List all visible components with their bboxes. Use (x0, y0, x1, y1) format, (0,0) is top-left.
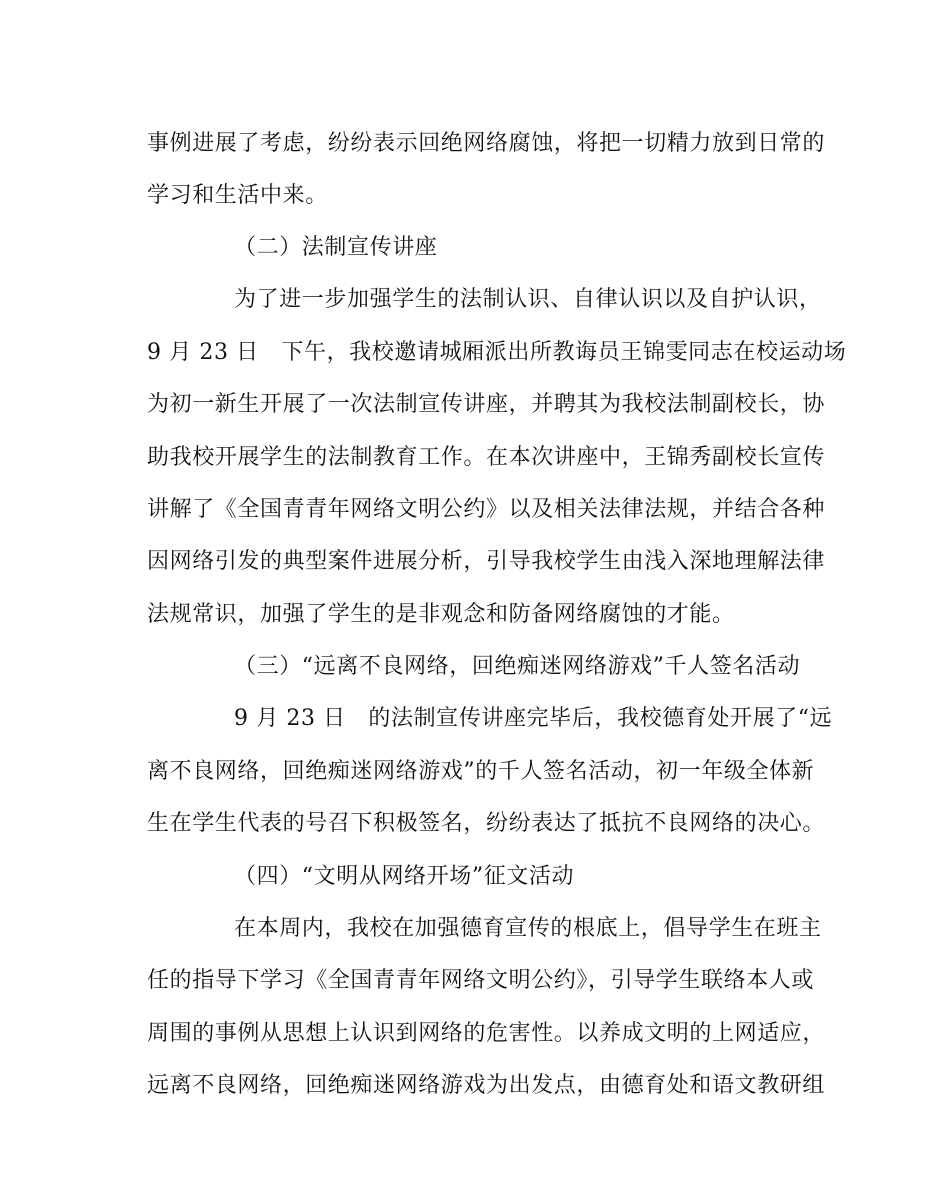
body-line: 学习和生活中来。 (147, 183, 328, 208)
section-heading-3: （三）“远离不良网络，回绝痴迷网络游戏”千人签名活动 (234, 654, 801, 679)
body-line: 9 月 23 日 下午，我校邀请城厢派出所教诲员王锦雯同志在校运动场 (147, 340, 847, 365)
body-line: 因网络引发的典型案件进展分析，引导我校学生由浅入深地理解法律 (147, 549, 826, 574)
body-line: 离不良网络，回绝痴迷网络游戏”的千人签名活动，初一年级全体新 (147, 759, 815, 784)
paragraph-start-line: 在本周内，我校在加强德育宣传的根底上，倡导学生在班主 (234, 916, 822, 941)
body-line: 法规常识，加强了学生的是非观念和防备网络腐蚀的才能。 (147, 602, 735, 627)
paragraph-start-line: 为了进一步加强学生的法制认识、自律认识以及自护认识， (234, 287, 822, 312)
body-line: 生在学生代表的号召下积极签名，纷纷表达了抵抗不良网络的决心。 (147, 811, 826, 836)
body-line: 讲解了《全国青青年网络文明公约》以及相关法律法规，并结合各种 (147, 497, 826, 522)
section-heading-4: （四）“文明从网络开场”征文活动 (234, 864, 575, 889)
body-line: 为初一新生开展了一次法制宣传讲座，并聘其为我校法制副校长，协 (147, 392, 826, 417)
body-line: 任的指导下学习《全国青青年网络文明公约》，引导学生联络本人或 (147, 968, 815, 993)
body-line: 助我校开展学生的法制教育工作。在本次讲座中，王锦秀副校长宣传 (147, 445, 826, 470)
body-line: 周围的事例从思想上认识到网络的危害性。以养成文明的上网适应， (147, 1021, 826, 1046)
body-line: 事例进展了考虑，纷纷表示回绝网络腐蚀，将把一切精力放到日常的 (147, 131, 826, 156)
body-line: 远离不良网络，回绝痴迷网络游戏为出发点，由德育处和语文教研组 (147, 1073, 826, 1098)
paragraph-start-line: 9 月 23 日 的法制宣传讲座完毕后，我校德育处开展了“远 (234, 706, 833, 731)
section-heading-2: （二）法制宣传讲座 (234, 235, 438, 260)
